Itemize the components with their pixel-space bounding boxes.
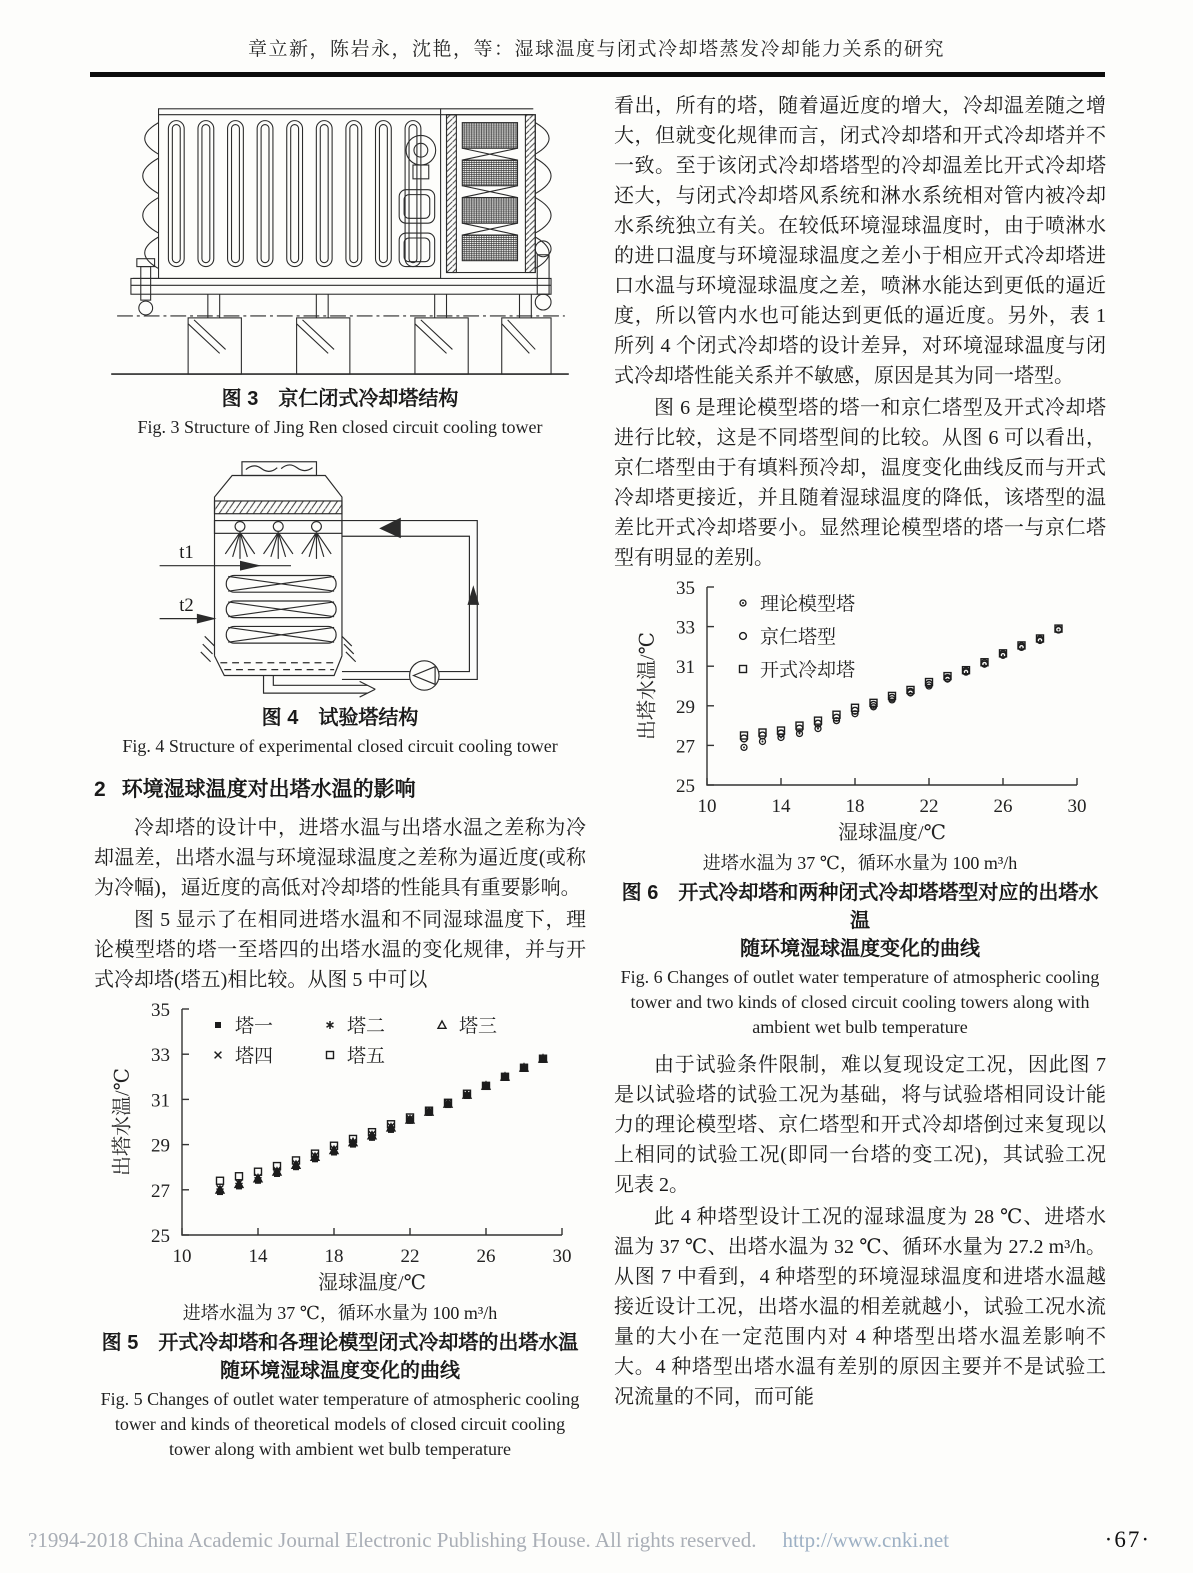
svg-text:塔三: 塔三 [459,1016,498,1037]
svg-text:35: 35 [676,578,695,599]
body-paragraph: 由于试验条件限制，难以复现设定工况，因此图 7 是以试验塔的试验工况为基础，将与试验塔相同设计能力的理论模型塔、京仁塔型和开式冷却塔倒过来复现以上相同的试验工况(即同一台塔的变工况)，其试验工况见表 2。 [614,1054,1106,1196]
svg-text:出塔水温/℃: 出塔水温/℃ [636,632,659,740]
page-header [0,0,1193,77]
figure4-block [94,450,586,759]
body-paragraph: 此 4 种塔型设计工况的湿球温度为 28 ℃、进塔水温为 37 ℃、出塔水温为 32 ℃、循环水量为 27.2 m³/h。从图 7 中看到，4 种塔型的环境湿球温度和进塔水温越接近设计工况，出塔水温的相差就越小，试验工况水流量的大小在一定范围内对 4 种塔型出塔水温差影响不大。4 种塔型出塔水温有差别的原因主要并不是试验工况流量的不同，而可能 [614,1206,1106,1408]
svg-text:35: 35 [151,1000,170,1021]
body-paragraph: 看出，所有的塔，随着逼近度的增大，冷却温差随之增大，但就变化规律而言，闭式冷却塔和开式冷却塔并不一致。至于该闭式冷却塔塔型的冷却温差比开式冷却塔还大，与闭式冷却塔风系统和淋水系统相对管内被冷却水系统独立有关。在较低环境湿球温度时，由于喷淋水的进口温度与环境湿球温度之差小于相应开式冷却塔进口水温与环境湿球温度之差，喷淋水能达到更低的逼近度，所以管内水也可能达到更低的逼近度。另外，表 1 所列 4 个闭式冷却塔的设计差异，对环境湿球温度与闭式冷却塔性能关系并不敏感，原因是其为同一塔型。 [614,95,1106,387]
svg-text:33: 33 [676,617,695,639]
figure5-chart [104,999,576,1297]
left-column [94,91,586,1472]
figure4-drawing [150,450,530,700]
svg-text:湿球温度/℃: 湿球温度/℃ [318,1272,426,1294]
svg-text:出塔水温/℃: 出塔水温/℃ [111,1068,134,1176]
figure3-block [94,95,586,440]
svg-text:塔五: 塔五 [347,1046,386,1067]
figure5-block [94,999,586,1462]
section-number: 2 [94,778,106,801]
figure6-block [614,577,1106,1040]
section-heading [94,773,586,803]
page-footer [28,1527,1151,1553]
svg-text:25: 25 [676,776,695,797]
figure4-label-t1: t1 [179,541,194,563]
svg-text:塔四: 塔四 [235,1046,274,1067]
svg-text:10: 10 [697,796,717,817]
body-paragraph: 冷却塔的设计中，进塔水温与出塔水温之差称为冷却温差，出塔水温与环境湿球温度之差称为逼近度(或称为冷幅)，逼近度的高低对冷却塔的性能具有重要影响。 [94,817,586,899]
body-paragraph: 图 5 显示了在相同进塔水温和不同湿球温度下，理论模型塔的塔一至塔四的出塔水温的变化规律，并与开式冷却塔(塔五)相比较。从图 5 中可以 [94,909,586,991]
figure4-caption-zh: 图 4 试验塔结构 [261,707,419,729]
svg-text:10: 10 [172,1246,192,1267]
figure3-caption-zh: 图 3 京仁闭式冷却塔结构 [221,388,459,410]
svg-text:31: 31 [151,1090,170,1112]
svg-text:25: 25 [151,1226,170,1247]
figure5-caption-zh: 图 5 开式冷却塔和各理论模型闭式冷却塔的出塔水温 随环境湿球温度变化的曲线 [101,1332,579,1382]
figure6-caption-en: Fig. 6 Changes of outlet water temperature of atmospheric cooling tower and two kinds of closed circuit cooling towers along with ambient wet bulb temperature [620,967,1100,1037]
page-number: ·67· [1104,1527,1151,1552]
svg-text:理论模型塔: 理论模型塔 [760,594,856,615]
svg-text:塔二: 塔二 [347,1016,386,1037]
figure6-caption-zh: 图 6 开式冷却塔和两种闭式冷却塔塔型对应的出塔水温 随环境湿球温度变化的曲线 [621,882,1099,960]
figure5-caption-en: Fig. 5 Changes of outlet water temperature of atmospheric cooling tower and kinds of theoretical models of closed circuit cooling tower along with ambient wet bulb temperature [100,1389,580,1459]
figure6-chart [629,577,1091,847]
body-paragraph: 图 6 是理论模型塔的塔一和京仁塔型及开式冷却塔进行比较，这是不同塔型间的比较。从图 6 可以看出，京仁塔型由于有填料预冷却，温度变化曲线反而与开式冷却塔更接近，并且随着湿球温度的降低，该塔型的温差比开式冷却塔要小。显然理论模型塔的塔一与京仁塔型有明显的差别。 [614,397,1106,569]
svg-text:开式冷却塔: 开式冷却塔 [760,660,856,681]
svg-text:14: 14 [771,796,791,817]
svg-text:京仁塔型: 京仁塔型 [760,627,837,648]
svg-text:18: 18 [324,1246,344,1267]
figure3-caption-en: Fig. 3 Structure of Jing Ren closed circuit cooling tower [137,417,543,437]
svg-text:18: 18 [845,796,865,817]
figure4-label-t2: t2 [179,594,194,616]
svg-text:14: 14 [248,1246,268,1267]
svg-text:27: 27 [151,1180,170,1202]
svg-text:31: 31 [676,657,695,679]
section-title: 环境湿球温度对出塔水温的影响 [121,778,416,801]
figure4-caption-en: Fig. 4 Structure of experimental closed circuit cooling tower [122,736,558,756]
two-column-body [0,77,1193,1472]
svg-text:塔一: 塔一 [235,1016,274,1037]
figure5-note: 进塔水温为 37 ℃，循环水量为 100 m³/h [182,1303,498,1323]
svg-text:27: 27 [676,736,695,758]
svg-text:33: 33 [151,1045,170,1067]
right-column [614,91,1106,1472]
svg-text:22: 22 [400,1246,420,1267]
svg-text:26: 26 [476,1246,496,1267]
copyright-text: ?1994-2018 China Academic Journal Electronic Publishing House. All rights reserved. [28,1528,757,1552]
svg-text:29: 29 [676,696,695,718]
figure6-note: 进塔水温为 37 ℃，循环水量为 100 m³/h [702,853,1018,873]
svg-text:26: 26 [993,796,1013,817]
svg-text:22: 22 [919,796,939,817]
figure3-drawing [100,95,580,381]
svg-text:29: 29 [151,1135,170,1157]
running-title: 章立新，陈岩永，沈艳，等：湿球温度与闭式冷却塔蒸发冷却能力关系的研究 [247,39,945,60]
cnki-url: http://www.cnki.net [782,1528,950,1552]
svg-text:湿球温度/℃: 湿球温度/℃ [838,822,946,844]
svg-text:30: 30 [1067,796,1087,817]
svg-text:30: 30 [552,1246,572,1267]
